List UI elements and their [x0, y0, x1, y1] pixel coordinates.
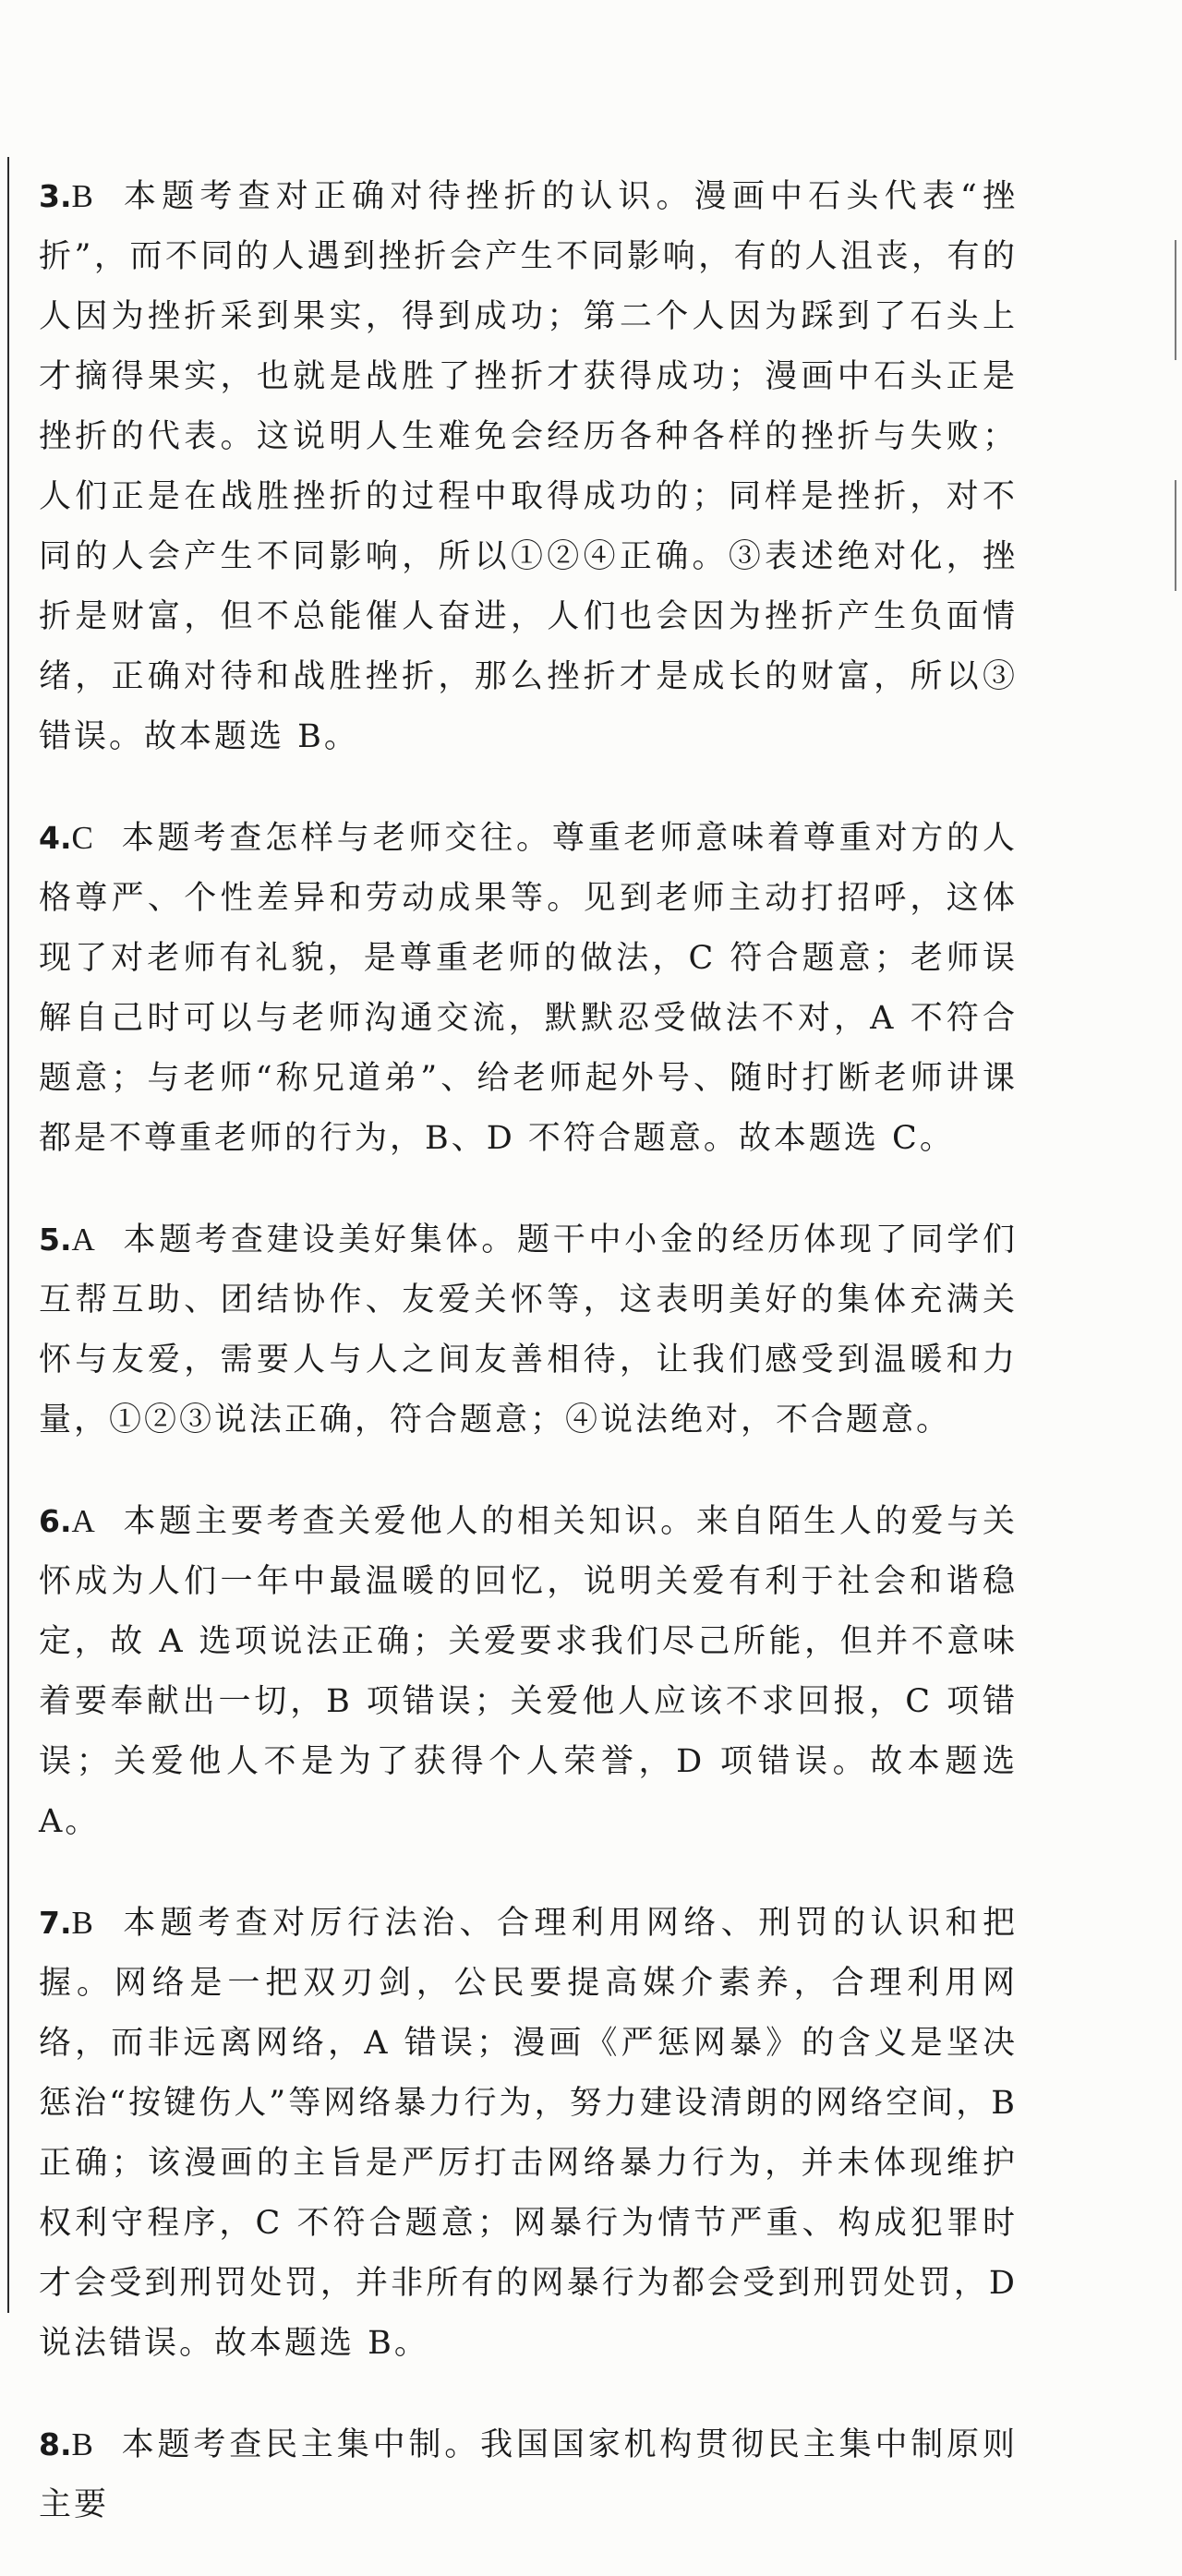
answer-key: B [71, 1905, 93, 1941]
scan-edge-mark [1175, 480, 1176, 591]
explanation-text: 本题主要考查关爱他人的相关知识。来自陌生人的爱与关怀成为人们一年中最温暖的回忆，说明关爱有利于社会和谐稳定，故 A 选项说法正确；关爱要求我们尽己所能，但并不意味着要奉献出一切，B 项错误；关爱他人应该不求回报，C 项错误；关爱他人不是为了获得个人荣誉，D 项错误。故本题选 A。 [39, 1503, 1018, 1840]
answer-key: A [71, 1222, 95, 1258]
explanation-text: 本题考查建设美好集体。题干中小金的经历体现了同学们互帮互助、团结协作、友爱关怀等，这表明美好的集体充满关怀与友爱，需要人与人之间友善相待，让我们感受到温暖和力量，①②③说法正确，符合题意；④说法绝对，不合题意。 [39, 1222, 1018, 1438]
explanation-text: 本题考查对厉行法治、合理利用网络、刑罚的认识和把握。网络是一把双刃剑，公民要提高媒介素养，合理利用网络，而非远离网络，A 错误；漫画《严惩网暴》的含义是坚决惩治“按键伤人”等网络暴力行为，努力建设清朗的网络空间，B 正确；该漫画的主旨是严厉打击网络暴力行为，并未体现维护权利守程序，C 不符合题意；网暴行为情节严重、构成犯罪时才会受到刑罚处罚，并非所有的网暴行为都会受到刑罚处罚，D 说法错误。故本题选 B。 [39, 1905, 1018, 2362]
answer-key: B [71, 2426, 93, 2462]
answer-item-6 [39, 1491, 1018, 1852]
question-number: 3. [39, 178, 72, 214]
answer-item-5 [39, 1210, 1018, 1451]
question-number: 8. [39, 2426, 72, 2462]
explanation-text: 本题考查怎样与老师交往。尊重老师意味着尊重对方的人格尊严、个性差异和劳动成果等。见到老师主动打招呼，这体现了对老师有礼貌，是尊重老师的做法，C 符合题意；老师误解自己时可以与老师沟通交流，默默忍受做法不对，A 不符合题意；与老师“称兄道弟”、给老师起外号、随时打断老师讲课都是不尊重老师的行为，B、D 不符合题意。故本题选 C。 [39, 820, 1018, 1157]
scan-edge-mark [1175, 240, 1176, 360]
answer-list [39, 166, 1018, 2576]
explanation-text: 本题考查对正确对待挫折的认识。漫画中石头代表“挫折”，而不同的人遇到挫折会产生不同影响，有的人沮丧，有的人因为挫折采到果实，得到成功；第二个人因为踩到了石头上才摘得果实，也就是战胜了挫折才获得成功；漫画中石头正是挫折的代表。这说明人生难免会经历各种各样的挫折与失败；人们正是在战胜挫折的过程中取得成功的；同样是挫折，对不同的人会产生不同影响，所以①②④正确。③表述绝对化，挫折是财富，但不总能催人奋进，人们也会因为挫折产生负面情绪，正确对待和战胜挫折，那么挫折才是成长的财富，所以③错误。故本题选 B。 [39, 178, 1018, 755]
question-number: 6. [39, 1503, 72, 1539]
answer-key: C [71, 820, 93, 856]
answer-item-8 [39, 2414, 1018, 2535]
question-number: 4. [39, 820, 72, 856]
left-margin-rule [7, 157, 9, 2313]
answer-item-7 [39, 1893, 1018, 2374]
answer-item-4 [39, 808, 1018, 1169]
explanation-text: 本题考查民主集中制。我国国家机构贯彻民主集中制原则主要 [39, 2426, 1018, 2523]
question-number: 5. [39, 1222, 72, 1258]
answer-item-3 [39, 166, 1018, 767]
answer-key: A [71, 1503, 95, 1539]
answer-key: B [71, 178, 93, 214]
question-number: 7. [39, 1905, 72, 1941]
